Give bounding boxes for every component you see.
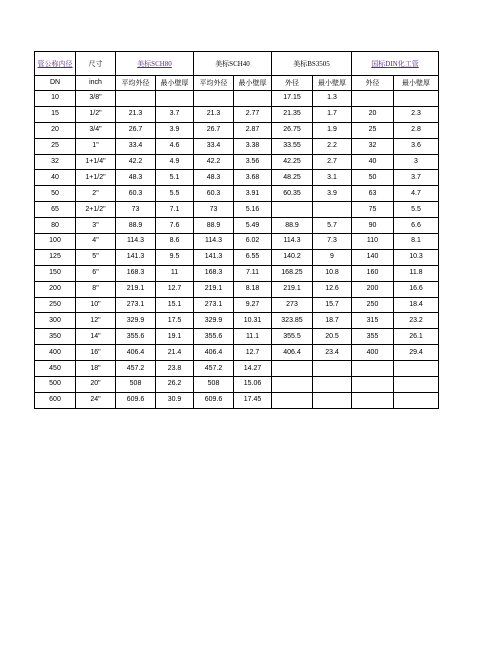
cell-sch80-od: 33.4	[116, 138, 156, 154]
subheader-sch80-od: 平均外径	[116, 76, 156, 91]
cell-sch40-wall: 5.49	[234, 218, 272, 234]
cell-din-od: 160	[352, 265, 394, 281]
cell-bs-od: 21.35	[272, 106, 313, 122]
cell-din-wall: 18.4	[394, 297, 439, 313]
cell-dn: 350	[35, 329, 76, 345]
cell-sch80-od: 329.9	[116, 313, 156, 329]
cell-sch40-od: 508	[194, 377, 234, 393]
cell-inch: 3/4"	[76, 122, 116, 138]
cell-sch40-wall: 11.1	[234, 329, 272, 345]
cell-sch40-wall: 5.16	[234, 202, 272, 218]
cell-inch: 2"	[76, 186, 116, 202]
cell-sch40-wall: 14.27	[234, 361, 272, 377]
cell-sch40-wall: 3.91	[234, 186, 272, 202]
cell-inch: 3/8"	[76, 91, 116, 107]
cell-bs-od: 48.25	[272, 170, 313, 186]
header-nominal-dn[interactable]: 管公称内径	[35, 52, 76, 76]
cell-sch80-wall: 7.6	[156, 218, 194, 234]
cell-sch40-wall: 3.68	[234, 170, 272, 186]
header-size: 尺寸	[76, 52, 116, 76]
cell-din-wall: 3	[394, 154, 439, 170]
cell-bs-od: 323.85	[272, 313, 313, 329]
cell-inch: 1"	[76, 138, 116, 154]
cell-sch80-od: 406.4	[116, 345, 156, 361]
cell-sch80-wall: 30.9	[156, 392, 194, 408]
cell-din-od: 32	[352, 138, 394, 154]
cell-sch40-od: 609.6	[194, 392, 234, 408]
subheader-bs-wall: 最小壁厚	[313, 76, 352, 91]
cell-dn: 150	[35, 265, 76, 281]
cell-bs-wall: 18.7	[313, 313, 352, 329]
cell-sch40-od: 88.9	[194, 218, 234, 234]
cell-din-od	[352, 392, 394, 408]
table-row	[35, 297, 439, 313]
table-row	[35, 186, 439, 202]
cell-din-wall	[394, 91, 439, 107]
cell-sch80-wall: 11	[156, 265, 194, 281]
cell-sch80-wall: 12.7	[156, 281, 194, 297]
cell-din-od: 250	[352, 297, 394, 313]
cell-inch: 1/2"	[76, 106, 116, 122]
cell-sch80-wall	[156, 91, 194, 107]
cell-dn: 20	[35, 122, 76, 138]
cell-inch: 1+1/2"	[76, 170, 116, 186]
cell-inch: 5"	[76, 249, 116, 265]
cell-sch80-wall: 17.5	[156, 313, 194, 329]
cell-din-od: 355	[352, 329, 394, 345]
cell-sch40-od: 141.3	[194, 249, 234, 265]
cell-sch40-od: 114.3	[194, 234, 234, 250]
table-row	[35, 281, 439, 297]
cell-bs-wall: 10.8	[313, 265, 352, 281]
cell-inch: 20"	[76, 377, 116, 393]
cell-din-od: 110	[352, 234, 394, 250]
cell-dn: 32	[35, 154, 76, 170]
cell-sch40-wall: 8.18	[234, 281, 272, 297]
cell-inch: 4"	[76, 234, 116, 250]
cell-din-wall: 3.6	[394, 138, 439, 154]
cell-sch40-od: 33.4	[194, 138, 234, 154]
cell-sch40-od: 273.1	[194, 297, 234, 313]
cell-sch80-wall: 7.1	[156, 202, 194, 218]
cell-din-wall	[394, 361, 439, 377]
table-row	[35, 313, 439, 329]
cell-din-od: 25	[352, 122, 394, 138]
table-row	[35, 329, 439, 345]
cell-sch40-wall	[234, 91, 272, 107]
cell-sch80-od: 26.7	[116, 122, 156, 138]
cell-inch: 24"	[76, 392, 116, 408]
cell-sch40-wall: 3.56	[234, 154, 272, 170]
header-bs3505: 美标BS3505	[272, 52, 352, 76]
cell-din-wall: 8.1	[394, 234, 439, 250]
cell-sch80-wall: 23.8	[156, 361, 194, 377]
cell-sch40-od: 329.9	[194, 313, 234, 329]
cell-inch: 8"	[76, 281, 116, 297]
cell-din-od: 20	[352, 106, 394, 122]
cell-sch40-wall: 6.02	[234, 234, 272, 250]
subheader-din-od: 外径	[352, 76, 394, 91]
cell-dn: 65	[35, 202, 76, 218]
cell-bs-od: 33.55	[272, 138, 313, 154]
cell-sch80-od: 273.1	[116, 297, 156, 313]
cell-dn: 200	[35, 281, 76, 297]
subheader-sch40-od: 平均外径	[194, 76, 234, 91]
cell-din-wall	[394, 377, 439, 393]
cell-bs-wall	[313, 377, 352, 393]
cell-sch80-od: 141.3	[116, 249, 156, 265]
cell-dn: 250	[35, 297, 76, 313]
cell-inch: 1+1/4"	[76, 154, 116, 170]
table-row	[35, 392, 439, 408]
cell-sch80-od: 355.6	[116, 329, 156, 345]
cell-dn: 10	[35, 91, 76, 107]
cell-sch40-wall: 12.7	[234, 345, 272, 361]
cell-sch80-wall: 15.1	[156, 297, 194, 313]
cell-din-od: 63	[352, 186, 394, 202]
cell-inch: 18"	[76, 361, 116, 377]
subheader-sch80-wall: 最小壁厚	[156, 76, 194, 91]
cell-din-wall: 6.6	[394, 218, 439, 234]
cell-bs-wall: 1.3	[313, 91, 352, 107]
cell-sch40-od: 42.2	[194, 154, 234, 170]
cell-sch80-wall: 4.9	[156, 154, 194, 170]
cell-din-od: 140	[352, 249, 394, 265]
cell-sch80-od: 609.6	[116, 392, 156, 408]
cell-dn: 100	[35, 234, 76, 250]
cell-sch80-wall: 9.5	[156, 249, 194, 265]
cell-bs-wall: 1.7	[313, 106, 352, 122]
cell-sch40-od	[194, 91, 234, 107]
cell-din-od: 90	[352, 218, 394, 234]
cell-sch80-od: 60.3	[116, 186, 156, 202]
cell-din-od	[352, 377, 394, 393]
subheader-row	[35, 76, 439, 91]
table-row	[35, 377, 439, 393]
cell-bs-wall: 23.4	[313, 345, 352, 361]
cell-sch80-od: 42.2	[116, 154, 156, 170]
cell-din-wall: 4.7	[394, 186, 439, 202]
cell-sch80-wall: 4.6	[156, 138, 194, 154]
cell-sch80-od: 73	[116, 202, 156, 218]
cell-bs-od: 17.15	[272, 91, 313, 107]
cell-din-od: 200	[352, 281, 394, 297]
table-row	[35, 202, 439, 218]
cell-bs-wall	[313, 392, 352, 408]
cell-dn: 25	[35, 138, 76, 154]
cell-bs-wall: 3.1	[313, 170, 352, 186]
subheader-bs-od: 外径	[272, 76, 313, 91]
cell-sch40-wall: 7.11	[234, 265, 272, 281]
cell-sch40-wall: 9.27	[234, 297, 272, 313]
table-row	[35, 170, 439, 186]
cell-bs-od: 88.9	[272, 218, 313, 234]
cell-inch: 10"	[76, 297, 116, 313]
cell-bs-wall: 1.9	[313, 122, 352, 138]
cell-inch: 6"	[76, 265, 116, 281]
cell-bs-od: 140.2	[272, 249, 313, 265]
cell-sch80-wall: 19.1	[156, 329, 194, 345]
cell-bs-wall: 5.7	[313, 218, 352, 234]
cell-din-od: 315	[352, 313, 394, 329]
cell-inch: 16"	[76, 345, 116, 361]
cell-sch80-wall: 8.6	[156, 234, 194, 250]
cell-sch40-od: 219.1	[194, 281, 234, 297]
cell-bs-wall	[313, 361, 352, 377]
cell-dn: 80	[35, 218, 76, 234]
cell-din-wall: 2.3	[394, 106, 439, 122]
cell-din-od: 75	[352, 202, 394, 218]
cell-dn: 300	[35, 313, 76, 329]
cell-inch: 2+1/2"	[76, 202, 116, 218]
cell-bs-wall: 12.6	[313, 281, 352, 297]
cell-sch80-wall: 21.4	[156, 345, 194, 361]
cell-dn: 600	[35, 392, 76, 408]
cell-bs-od: 168.25	[272, 265, 313, 281]
cell-sch80-od: 21.3	[116, 106, 156, 122]
cell-sch80-od: 457.2	[116, 361, 156, 377]
cell-bs-wall: 20.5	[313, 329, 352, 345]
cell-sch40-od: 21.3	[194, 106, 234, 122]
cell-bs-wall: 2.7	[313, 154, 352, 170]
cell-sch40-od: 406.4	[194, 345, 234, 361]
cell-sch80-od: 114.3	[116, 234, 156, 250]
cell-sch80-wall: 5.1	[156, 170, 194, 186]
cell-dn: 15	[35, 106, 76, 122]
cell-bs-od	[272, 377, 313, 393]
table-row	[35, 154, 439, 170]
cell-bs-od	[272, 202, 313, 218]
header-sch40: 美标SCH40	[194, 52, 272, 76]
cell-bs-od: 42.25	[272, 154, 313, 170]
cell-bs-od: 355.5	[272, 329, 313, 345]
cell-dn: 50	[35, 186, 76, 202]
cell-bs-od: 273	[272, 297, 313, 313]
cell-din-wall: 29.4	[394, 345, 439, 361]
subheader-inch: inch	[76, 76, 116, 91]
cell-sch80-od: 508	[116, 377, 156, 393]
cell-sch80-od	[116, 91, 156, 107]
table-row	[35, 234, 439, 250]
cell-din-od	[352, 361, 394, 377]
cell-din-od	[352, 91, 394, 107]
cell-sch80-od: 168.3	[116, 265, 156, 281]
cell-sch80-od: 219.1	[116, 281, 156, 297]
cell-din-wall: 5.5	[394, 202, 439, 218]
cell-sch40-od: 73	[194, 202, 234, 218]
cell-sch80-od: 48.3	[116, 170, 156, 186]
cell-dn: 400	[35, 345, 76, 361]
cell-sch80-od: 88.9	[116, 218, 156, 234]
cell-inch: 12"	[76, 313, 116, 329]
cell-bs-od	[272, 392, 313, 408]
cell-din-wall: 23.2	[394, 313, 439, 329]
cell-dn: 500	[35, 377, 76, 393]
table-row	[35, 345, 439, 361]
pipe-spec-table	[34, 51, 439, 409]
cell-sch80-wall: 26.2	[156, 377, 194, 393]
cell-bs-wall	[313, 202, 352, 218]
cell-bs-od: 114.3	[272, 234, 313, 250]
cell-bs-wall: 15.7	[313, 297, 352, 313]
cell-sch40-wall: 10.31	[234, 313, 272, 329]
cell-sch40-wall: 17.45	[234, 392, 272, 408]
cell-sch80-wall: 3.7	[156, 106, 194, 122]
cell-sch40-wall: 6.55	[234, 249, 272, 265]
cell-dn: 450	[35, 361, 76, 377]
cell-din-wall: 11.8	[394, 265, 439, 281]
table-row	[35, 138, 439, 154]
cell-din-wall: 26.1	[394, 329, 439, 345]
cell-sch40-wall: 2.87	[234, 122, 272, 138]
table-row	[35, 91, 439, 107]
cell-bs-wall: 9	[313, 249, 352, 265]
table-row	[35, 218, 439, 234]
table-row	[35, 122, 439, 138]
cell-inch: 3"	[76, 218, 116, 234]
cell-bs-od: 219.1	[272, 281, 313, 297]
cell-sch40-od: 457.2	[194, 361, 234, 377]
cell-sch40-od: 26.7	[194, 122, 234, 138]
header-row	[35, 52, 439, 76]
cell-bs-od	[272, 361, 313, 377]
cell-sch40-od: 60.3	[194, 186, 234, 202]
table-row	[35, 106, 439, 122]
subheader-din-wall: 最小壁厚	[394, 76, 439, 91]
cell-bs-wall: 3.9	[313, 186, 352, 202]
cell-din-wall: 3.7	[394, 170, 439, 186]
cell-bs-wall: 2.2	[313, 138, 352, 154]
cell-sch40-od: 168.3	[194, 265, 234, 281]
cell-sch40-od: 355.6	[194, 329, 234, 345]
cell-bs-wall: 7.3	[313, 234, 352, 250]
cell-din-wall	[394, 392, 439, 408]
cell-sch80-wall: 5.5	[156, 186, 194, 202]
cell-sch40-wall: 15.06	[234, 377, 272, 393]
cell-bs-od: 60.35	[272, 186, 313, 202]
cell-dn: 40	[35, 170, 76, 186]
cell-sch40-wall: 2.77	[234, 106, 272, 122]
table-row	[35, 265, 439, 281]
cell-bs-od: 406.4	[272, 345, 313, 361]
cell-din-od: 40	[352, 154, 394, 170]
cell-inch: 14"	[76, 329, 116, 345]
cell-din-wall: 10.3	[394, 249, 439, 265]
header-din[interactable]: 国标DIN化工管	[352, 52, 439, 76]
cell-sch40-wall: 3.38	[234, 138, 272, 154]
cell-din-wall: 2.8	[394, 122, 439, 138]
cell-din-od: 400	[352, 345, 394, 361]
cell-sch80-wall: 3.9	[156, 122, 194, 138]
subheader-dn: DN	[35, 76, 76, 91]
table-row	[35, 361, 439, 377]
cell-sch40-od: 48.3	[194, 170, 234, 186]
cell-din-od: 50	[352, 170, 394, 186]
cell-bs-od: 26.75	[272, 122, 313, 138]
header-sch80[interactable]: 美标SCH80	[116, 52, 194, 76]
subheader-sch40-wall: 最小壁厚	[234, 76, 272, 91]
cell-dn: 125	[35, 249, 76, 265]
cell-din-wall: 16.6	[394, 281, 439, 297]
table-row	[35, 249, 439, 265]
